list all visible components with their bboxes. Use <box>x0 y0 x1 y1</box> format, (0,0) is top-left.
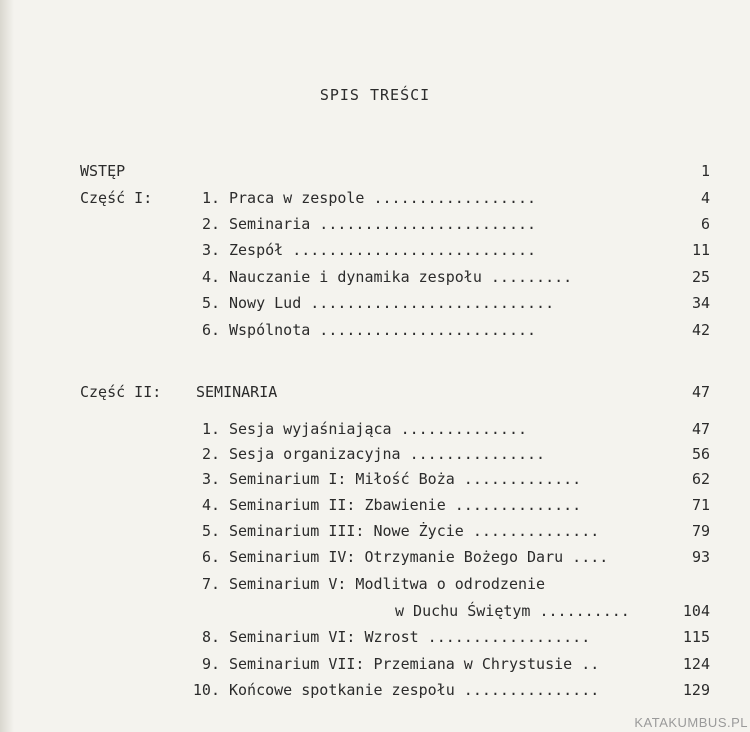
page-title: SPIS TREŚCI <box>319 86 431 104</box>
entry-page-number: 6 <box>700 215 710 233</box>
toc-row-part2-1 <box>0 418 750 440</box>
entry-number: 5. <box>201 294 220 312</box>
toc-row-part2-6 <box>0 546 750 568</box>
entry-title: Seminarium VI: Wzrost .................. <box>229 628 591 646</box>
part2-label: Część II: <box>80 383 162 401</box>
entry-page-number: 25 <box>691 268 710 286</box>
entry-number: 4. <box>201 496 220 514</box>
entry-page-number: 11 <box>691 241 710 259</box>
page-edge-shadow <box>0 0 14 732</box>
entry-number: 5. <box>201 522 220 540</box>
entry-page-number: 42 <box>691 321 710 339</box>
entry-page-number: 104 <box>682 602 710 620</box>
toc-row-part2-3 <box>0 468 750 490</box>
site-watermark: KATAKUMBUS.PL <box>634 715 748 730</box>
toc-row-part2-10 <box>0 679 750 701</box>
toc-row-part1-6 <box>0 319 750 341</box>
entry-page-number: 62 <box>691 470 710 488</box>
entry-page-number: 124 <box>682 655 710 673</box>
entry-title: Nowy Lud ........................... <box>229 294 555 312</box>
entry-number: 6. <box>201 548 220 566</box>
entry-title: Seminarium V: Modlitwa o odrodzenie <box>229 575 546 593</box>
entry-number: 3. <box>201 241 220 259</box>
entry-title: Seminarium IV: Otrzymanie Bożego Daru .... <box>229 548 609 566</box>
entry-title: Końcowe spotkanie zespołu ............... <box>229 681 600 699</box>
part2-heading: SEMINARIA <box>196 383 278 401</box>
toc-row-part1-5 <box>0 292 750 314</box>
entry-number: 9. <box>201 655 220 673</box>
entry-page-number: 47 <box>691 420 710 438</box>
entry-title: Zespół ........................... <box>229 241 537 259</box>
toc-row-part1-4 <box>0 266 750 288</box>
entry-page-number: 129 <box>682 681 710 699</box>
entry-page-number: 79 <box>691 522 710 540</box>
entry-title: Seminarium VII: Przemiana w Chrystusie .. <box>229 655 600 673</box>
entry-number: 1. <box>201 420 220 438</box>
entry-page-number: 34 <box>691 294 710 312</box>
toc-row-part1-3 <box>0 239 750 261</box>
entry-title-continuation: w Duchu Świętym .......... <box>395 602 630 620</box>
entry-title: Seminarium I: Miłość Boża ............. <box>229 470 582 488</box>
entry-page-number: 115 <box>682 628 710 646</box>
toc-row-part2-7-cont <box>0 600 750 622</box>
part1-label: Część I: <box>80 189 153 207</box>
entry-number: 4. <box>201 268 220 286</box>
entry-number: 2. <box>201 215 220 233</box>
toc-row-part2-heading <box>0 381 750 403</box>
toc-row-part2-5 <box>0 520 750 542</box>
entry-title: Seminaria ........................ <box>229 215 537 233</box>
toc-row-part2-8 <box>0 626 750 648</box>
entry-title: Sesja wyjaśniająca .............. <box>229 420 528 438</box>
toc-row-part1-1 <box>0 187 750 209</box>
toc-row-intro <box>0 160 750 182</box>
entry-number: 7. <box>201 575 220 593</box>
intro-page-number: 1 <box>700 162 710 180</box>
entry-page-number: 4 <box>700 189 710 207</box>
part2-page-number: 47 <box>691 383 710 401</box>
toc-row-part1-2 <box>0 213 750 235</box>
entry-page-number: 56 <box>691 445 710 463</box>
entry-number: 6. <box>201 321 220 339</box>
entry-page-number: 71 <box>691 496 710 514</box>
entry-page-number: 93 <box>691 548 710 566</box>
entry-title: Nauczanie i dynamika zespołu ......... <box>229 268 573 286</box>
intro-label: WSTĘP <box>80 162 126 180</box>
toc-row-part2-2 <box>0 443 750 465</box>
entry-title: Praca w zespole .................. <box>229 189 537 207</box>
entry-number: 10. <box>192 681 220 699</box>
entry-number: 3. <box>201 470 220 488</box>
entry-title: Seminarium II: Zbawienie .............. <box>229 496 582 514</box>
toc-row-part2-7 <box>0 573 750 595</box>
toc-row-part2-9 <box>0 653 750 675</box>
entry-number: 1. <box>201 189 220 207</box>
entry-number: 2. <box>201 445 220 463</box>
entry-number: 8. <box>201 628 220 646</box>
entry-title: Sesja organizacyjna ............... <box>229 445 546 463</box>
entry-title: Seminarium III: Nowe Życie .............. <box>229 522 600 540</box>
toc-row-part2-4 <box>0 494 750 516</box>
entry-title: Wspólnota ........................ <box>229 321 537 339</box>
